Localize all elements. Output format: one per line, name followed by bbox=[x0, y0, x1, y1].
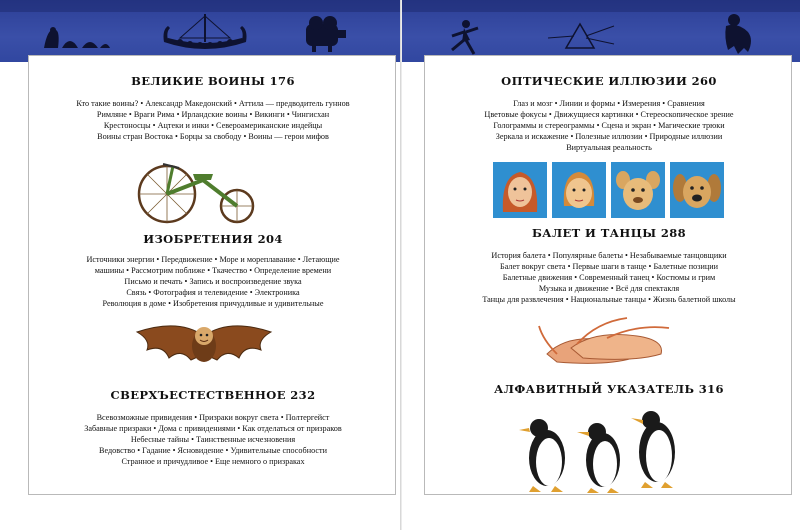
penguin-1 bbox=[519, 419, 565, 492]
inventions-line: машины • Рассмотрим поближе • Ткачество • Определение времени bbox=[94, 266, 332, 275]
ballet-line: Балет вокруг света • Первые шаги в танце • Балетные позиции bbox=[500, 262, 718, 271]
inventions-line: Источники энергии • Передвижение • Море и мореплавание • Летающие bbox=[86, 255, 340, 264]
left-page bbox=[28, 55, 396, 495]
penguins-illustration bbox=[511, 402, 691, 494]
right-page bbox=[424, 55, 792, 495]
bat-illustration bbox=[129, 314, 279, 378]
face-panel-1 bbox=[493, 162, 547, 218]
illusions-line: Зеркала и искажение • Полезные иллюзии • Природные иллюзии bbox=[495, 132, 723, 141]
penguin-2 bbox=[577, 423, 620, 493]
bicycle-illustration bbox=[133, 160, 263, 224]
optical-prism-icon bbox=[546, 18, 616, 54]
illusions-line: Голограммы и стереограммы • Сцена и экран • Магические трюки bbox=[493, 121, 725, 130]
illusions-line: Глаз и мозг • Линии и формы • Измерения • Сравнения bbox=[513, 99, 705, 108]
supernatural-line: Небесные тайны • Таинственные исчезновения bbox=[130, 435, 296, 444]
supernatural-line: Всевозможные привидения • Призраки вокруг света • Полтергейст bbox=[96, 413, 330, 422]
section-title-inventions: ИЗОБРЕТЕНИЯ 204 bbox=[143, 232, 283, 246]
illusions-line: Цветовые фокусы • Движущиеся картинки • Стереоскопическое зрение bbox=[484, 110, 734, 119]
warriors-line: Римляне • Враги Рима • Ирландские воины • Викинги • Чингисхан bbox=[96, 110, 330, 119]
section-title-illusions: ОПТИЧЕСКИЕ ИЛЛЮЗИИ 260 bbox=[501, 74, 717, 88]
section-title-warriors: ВЕЛИКИЕ ВОИНЫ 176 bbox=[131, 74, 295, 88]
inventions-line: Революция в доме • Изобретения причудливые и удивительные bbox=[102, 299, 324, 308]
section-body-warriors bbox=[29, 98, 397, 142]
film-projector-icon bbox=[298, 14, 348, 54]
face-panel-3 bbox=[611, 162, 665, 218]
ballet-line: Танцы для развлечения • Национальные танцы • Жизнь балетной школы bbox=[482, 295, 736, 304]
supernatural-line: Забавные призраки • Дома с привидениями • Как отделаться от призраков bbox=[84, 424, 342, 433]
ballet-line: Музыка и движение • Всё для спектакля bbox=[538, 284, 680, 293]
section-body-ballet bbox=[425, 250, 793, 305]
section-body-supernatural bbox=[29, 412, 397, 467]
section-body-illusions bbox=[425, 98, 793, 153]
dancer-silhouette-icon bbox=[444, 18, 484, 58]
illusions-line: Виртуальная реальность bbox=[566, 143, 652, 152]
ballet-line: Балетные движения • Современный танец • Костюмы и грим bbox=[502, 273, 716, 282]
supernatural-line: Ведовство • Гадание • Ясновидение • Удивительные способности bbox=[99, 446, 327, 455]
warriors-line: Кто такие воины? • Александр Македонский • Аттила — предводитель гуннов bbox=[76, 99, 350, 108]
warriors-line: Крестоносцы • Ацтеки и инки • Североамериканские индейцы bbox=[103, 121, 323, 130]
face-panel-2 bbox=[552, 162, 606, 218]
face-panel-4 bbox=[670, 162, 724, 218]
supernatural-line: Странное и причудливое • Еще немного о призраках bbox=[121, 457, 305, 466]
section-title-ballet: БАЛЕТ И ТАНЦЫ 288 bbox=[531, 226, 687, 240]
penguin-3 bbox=[631, 411, 675, 488]
section-body-inventions bbox=[29, 254, 397, 309]
viking-ship-icon bbox=[160, 12, 250, 56]
morphing-faces-illustration bbox=[493, 162, 725, 218]
inventions-line: Письмо и печать • Запись и воспроизведение звука bbox=[124, 277, 302, 286]
book-gutter bbox=[400, 0, 402, 530]
ghost-silhouette-icon bbox=[718, 12, 758, 58]
inventions-line: Связь • Фотография и телевидение • Электроника bbox=[126, 288, 300, 297]
section-title-index: АЛФАВИТНЫЙ УКАЗАТЕЛЬ 316 bbox=[494, 382, 724, 396]
loch-ness-monster-icon bbox=[42, 22, 112, 52]
ballet-line: История балета • Популярные балеты • Незабываемые танцовщики bbox=[491, 251, 727, 260]
warriors-line: Воины стран Востока • Борцы за свободу • Воины — герои мифов bbox=[97, 132, 329, 141]
ballet-shoes-illustration bbox=[537, 314, 677, 372]
section-title-supernatural: СВЕРХЪЕСТЕСТВЕННОЕ 232 bbox=[110, 388, 316, 402]
